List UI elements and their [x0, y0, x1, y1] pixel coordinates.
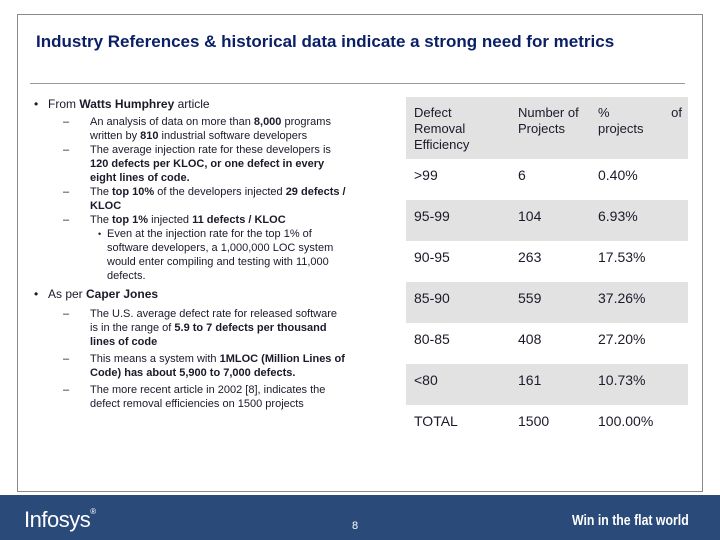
sub-text-bold: top 1%: [112, 214, 149, 226]
sub-text: The: [90, 214, 113, 226]
slide-title: Industry References & historical data indicate a strong need for metrics: [36, 32, 615, 51]
table-cell: 263: [518, 249, 542, 265]
sub-text-bold: 810: [140, 130, 159, 142]
table-row: [406, 200, 688, 241]
sub-bullet: [34, 143, 348, 185]
sub-text: The: [90, 186, 113, 198]
header-text: %: [598, 105, 610, 120]
bullet-dot-icon: •: [34, 97, 39, 111]
bullet-dot-icon: •: [98, 229, 102, 239]
table-header-row: [406, 97, 688, 159]
sub-text-bold: 120 defects per KLOC, or one defect in every eight lines of code.: [90, 158, 325, 184]
sub-text-bold: 8,000: [253, 116, 282, 128]
table-cell: 85-90: [406, 282, 510, 323]
bullet-humphrey: [34, 97, 404, 112]
table-cell: 408: [518, 331, 542, 347]
table-cell: 95-99: [406, 200, 510, 241]
table-cell: 161: [510, 364, 590, 405]
table-row: [406, 159, 688, 200]
table-cell: 80-85: [414, 331, 450, 347]
column-header: Defect Removal Efficiency: [406, 97, 510, 159]
sub-bullet: [34, 307, 348, 349]
defect-removal-table: [406, 97, 688, 447]
sub-bullet: [34, 383, 348, 411]
page-number: 8: [352, 520, 359, 532]
table-cell: 17.53%: [598, 249, 646, 265]
sub-text: injected: [148, 214, 193, 226]
table-row: [406, 364, 688, 405]
author-name: Caper Jones: [86, 287, 159, 301]
table-cell: >99: [414, 167, 438, 183]
sub-text-bold: 5.9 to 7 defects per thousand lines of code: [90, 322, 327, 348]
table-cell: 100.00%: [598, 413, 654, 429]
bullet-text: article: [174, 97, 210, 111]
infosys-logo: [24, 507, 96, 533]
sub-sub-bullet: [34, 227, 347, 283]
sub-bullet: [34, 185, 348, 213]
footer-tagline: Win in the flat world: [572, 512, 689, 529]
column-header: [590, 97, 688, 159]
header-text: of: [671, 105, 682, 120]
bullet-text: As per: [48, 287, 87, 301]
table-cell: TOTAL: [414, 413, 458, 429]
table-cell: 10.73%: [590, 364, 688, 405]
sub-text: programs written by: [90, 116, 331, 142]
dash-icon: –: [63, 116, 70, 128]
table-cell: 6.93%: [590, 200, 688, 241]
table-cell: 559: [510, 282, 590, 323]
table-cell: 6: [518, 167, 526, 183]
table-row: [406, 323, 688, 364]
bullet-dot-icon: •: [34, 287, 39, 301]
table-cell: 90-95: [414, 249, 450, 265]
sub-text-bold: 11 defects / KLOC: [192, 214, 286, 226]
bullet-text: From: [48, 97, 80, 111]
sub-bullet: [34, 213, 348, 227]
table-cell: 37.26%: [590, 282, 688, 323]
table-cell: 104: [510, 200, 590, 241]
dash-icon: –: [63, 384, 70, 396]
sub-bullet: [34, 115, 348, 143]
sub-text: The average injection rate for these developers is: [90, 144, 331, 156]
dash-icon: –: [63, 214, 70, 226]
header-text: projects: [598, 121, 644, 136]
dash-icon: –: [63, 186, 70, 198]
dash-icon: –: [63, 353, 70, 365]
table-cell: 1500: [518, 413, 550, 429]
table-row: [406, 241, 688, 282]
sub-text-bold: 29 defects / KLOC: [90, 186, 346, 212]
sub-text: The U.S. average defect rate for released software is in the range of: [90, 308, 338, 334]
table-cell: <80: [406, 364, 510, 405]
sub-sub-text: Even at the injection rate for the top 1% of software developers, a 1,000,000 LOC system would enter compiling and testing with 11,000 defects.: [107, 228, 334, 282]
table-row: [406, 282, 688, 323]
title-divider: [30, 83, 685, 84]
bullet-caper-jones: [34, 287, 404, 302]
sub-text: of the developers injected: [154, 186, 286, 198]
author-name: Watts Humphrey: [79, 97, 175, 111]
dash-icon: –: [63, 144, 70, 156]
sub-text: The more recent article in 2002 [8], indicates the defect removal efficiencies on 1500 projects: [90, 384, 326, 410]
sub-text-bold: 1MLOC (Million Lines of Code) has about 5,900 to 7,000 defects.: [90, 353, 345, 379]
table-cell: 27.20%: [598, 331, 646, 347]
dash-icon: –: [63, 308, 70, 320]
sub-text: This means a system with: [90, 353, 220, 365]
sub-text: industrial software developers: [158, 130, 308, 142]
table-row-total: [406, 405, 688, 447]
column-header: Number of Projects: [510, 97, 590, 159]
sub-text: An analysis of data on more than: [90, 116, 254, 128]
left-content: [34, 97, 404, 411]
registered-mark: ®: [90, 507, 96, 516]
logo-text: Infosys: [24, 507, 91, 532]
sub-bullet: [34, 352, 348, 380]
sub-text-bold: top 10%: [112, 186, 155, 198]
table-cell: 0.40%: [598, 167, 638, 183]
